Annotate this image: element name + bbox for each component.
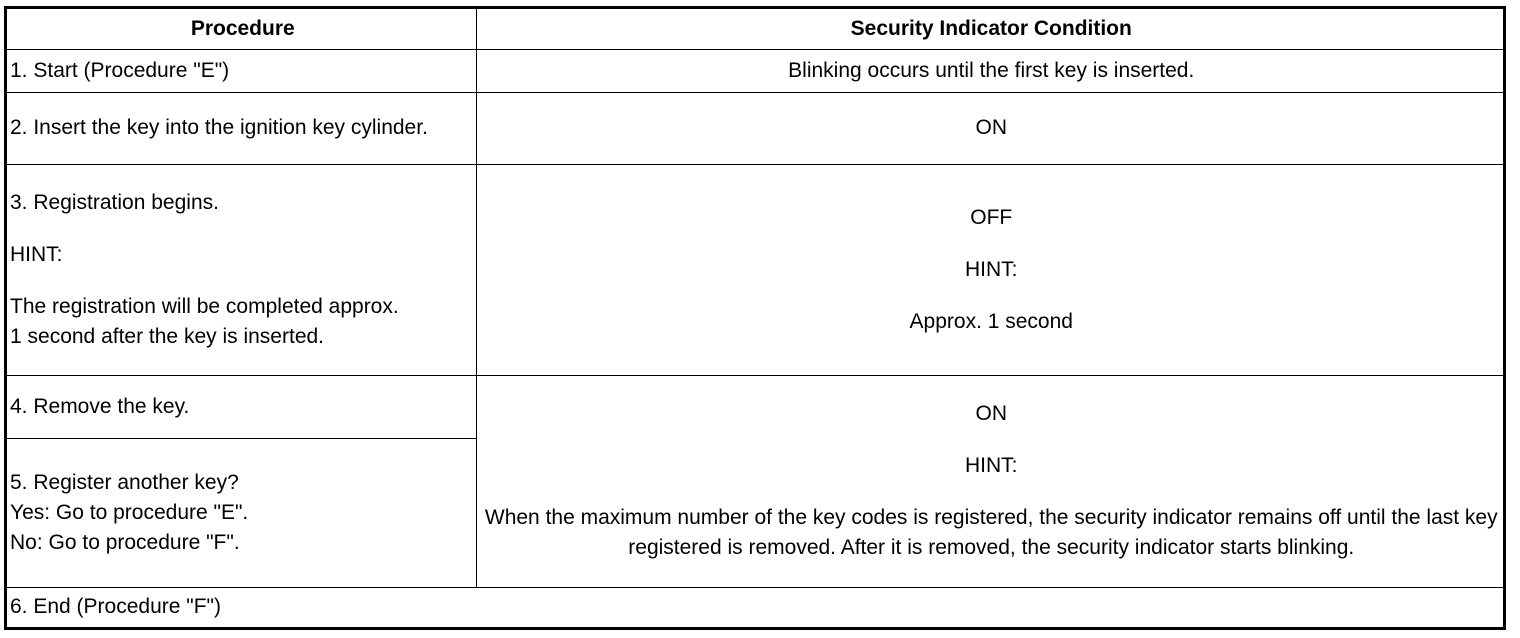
table-header-row	[7, 9, 1503, 49]
procedure-table	[7, 9, 1503, 627]
procedure-step-5-no: No: Go to procedure "F".	[10, 530, 240, 554]
procedure-step-3-hint: The registration will be completed approx. 1 second after the key is inserted.	[10, 294, 399, 348]
condition-step-2: ON	[476, 92, 1503, 164]
procedure-step-5-question: 5. Register another key?	[10, 470, 239, 494]
procedure-step-2: 2. Insert the key into the ignition key cylinder.	[7, 92, 476, 164]
table-row	[7, 164, 1503, 375]
condition-step-3-state: OFF	[970, 205, 1013, 229]
condition-step-3-hint-label: HINT:	[965, 257, 1018, 281]
procedure-step-5	[7, 438, 476, 587]
condition-step-1: Blinking occurs until the first key is inserted.	[476, 49, 1503, 92]
table-row	[7, 92, 1503, 164]
procedure-step-3-hint-label: HINT:	[10, 242, 63, 266]
condition-step-3	[476, 164, 1503, 375]
procedure-step-1: 1. Start (Procedure "E")	[7, 49, 476, 92]
procedure-step-6: 6. End (Procedure "F")	[7, 587, 1503, 627]
procedure-step-3-title: 3. Registration begins.	[10, 190, 219, 214]
condition-step-4-state: ON	[975, 402, 1007, 425]
header-security-indicator-condition: Security Indicator Condition	[476, 9, 1503, 49]
condition-step-4-5	[476, 375, 1503, 587]
table-row	[7, 375, 1503, 438]
procedure-step-3	[7, 164, 476, 375]
condition-step-4-hint: When the maximum number of the key codes is registered, the security indicator remains off until the last key registered is removed. After it is removed, the security indicator starts blinking.	[484, 506, 1498, 559]
header-procedure: Procedure	[7, 9, 476, 49]
procedure-step-5-yes: Yes: Go to procedure "E".	[10, 500, 249, 524]
table-row	[7, 49, 1503, 92]
table-row	[7, 587, 1503, 627]
condition-step-4-hint-label: HINT:	[965, 454, 1018, 477]
condition-step-3-hint: Approx. 1 second	[909, 309, 1073, 333]
procedure-table-frame	[4, 6, 1506, 630]
procedure-step-4: 4. Remove the key.	[7, 375, 476, 438]
